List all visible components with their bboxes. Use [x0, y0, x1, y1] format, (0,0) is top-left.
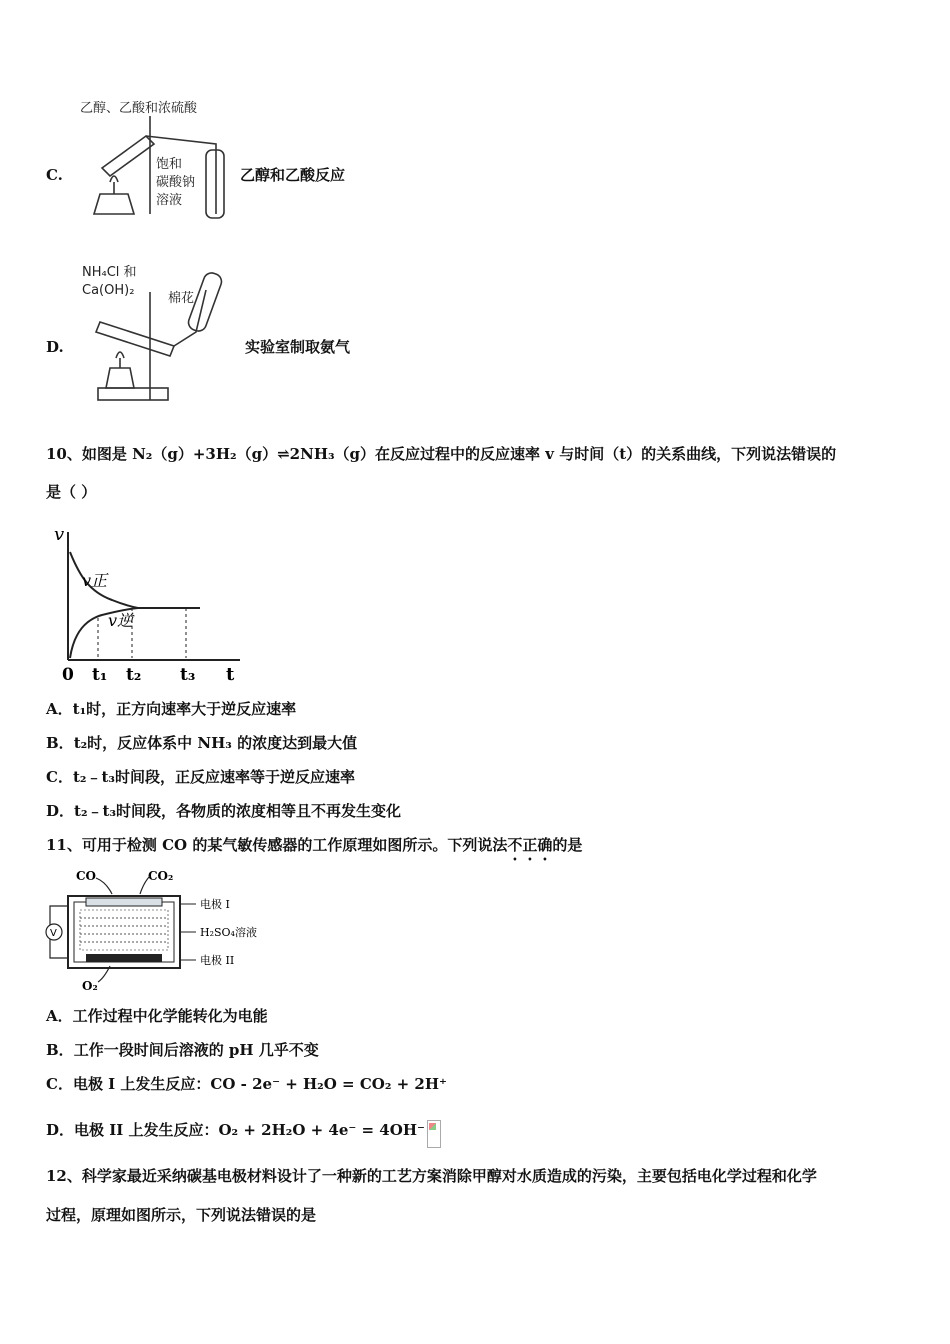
tick-t1: t₁	[92, 665, 108, 685]
q10-stem-line1: 10、如图是 N₂（g）+3H₂（g）⇌2NH₃（g）在反应过程中的反应速率 v 与时间（t）的关系曲线，下列说法错误的	[46, 445, 837, 463]
test-tube-shape	[102, 136, 154, 176]
reagent-label-2: Ca(OH)₂	[82, 283, 135, 298]
option-letter: A．	[46, 700, 73, 718]
reagents-label: 乙醇、乙酸和浓硫酸	[80, 101, 198, 116]
co-arrow	[96, 878, 112, 894]
v-reverse-label: v逆	[108, 611, 134, 630]
electrode-2-label: 电极 II	[200, 954, 235, 967]
v-forward-label: v正	[82, 571, 108, 590]
option-letter: A．	[46, 1007, 73, 1025]
option-text: 电极 I 上发生反应：CO - 2e⁻ + H₂O = CO₂ + 2H⁺	[72, 1075, 447, 1093]
option-letter: D．	[46, 1121, 75, 1139]
option-text: 电极 II 上发生反应：O₂ + 2H₂O + 4e⁻ = 4OH⁻	[74, 1121, 425, 1139]
tick-t3: t₃	[180, 665, 196, 685]
option-c-caption: 乙醇和乙酸反应	[240, 166, 346, 184]
q11-option-b[interactable]	[46, 1040, 319, 1060]
q12-stem-line2: 过程，原理如图所示，下列说法错误的是	[46, 1206, 317, 1224]
solution-label-1: 饱和	[156, 157, 183, 172]
q11-option-a[interactable]	[46, 1006, 268, 1026]
electrode-1-label: 电极 I	[200, 898, 230, 911]
q10-option-b[interactable]	[46, 733, 357, 753]
stem-prefix: 11、可用于检测 CO 的某气敏传感器的工作原理如图所示。下列说法	[46, 836, 508, 854]
q11-option-c[interactable]	[46, 1074, 447, 1094]
q10-option-c[interactable]	[46, 767, 355, 787]
option-letter: D．	[46, 802, 75, 820]
solution-region	[80, 910, 168, 950]
y-axis-label: v	[54, 524, 65, 545]
stem-emphasis: 不正确	[507, 836, 553, 854]
option-text: t₁时，正方向速率大于逆反应速率	[72, 700, 297, 718]
option-d-letter: D.	[46, 338, 64, 356]
option-letter: C．	[46, 768, 73, 786]
burner-shape	[106, 368, 134, 388]
option-d-caption: 实验室制取氨气	[245, 338, 351, 356]
electrode-2-shape	[86, 954, 162, 962]
option-letter: C．	[46, 1075, 73, 1093]
solution-label-2: 碳酸钠	[156, 175, 196, 190]
broken-image-icon	[427, 1120, 441, 1148]
q10-option-a[interactable]	[46, 699, 296, 719]
reagent-label-1: NH₄Cl 和	[82, 265, 137, 280]
o2-label: O₂	[82, 979, 98, 993]
co2-label: CO₂	[148, 869, 174, 883]
q10-stem-line2: 是（ ）	[46, 483, 97, 501]
option-text: 工作过程中化学能转化为电能	[72, 1007, 268, 1025]
solution-label: H₂SO₄溶液	[200, 926, 257, 939]
q10-option-d[interactable]	[46, 801, 401, 821]
option-c-letter: C.	[46, 166, 63, 184]
q11-stem	[46, 835, 582, 864]
option-letter: B．	[46, 1041, 74, 1059]
solution-label-3: 溶液	[156, 193, 183, 208]
flame-shape	[110, 176, 118, 194]
tick-t2: t₂	[126, 665, 142, 685]
stem-suffix: 的是	[552, 836, 583, 854]
rate-time-chart	[50, 522, 250, 688]
option-letter: B．	[46, 734, 74, 752]
co-label: CO	[76, 869, 97, 883]
heated-tube-shape	[96, 322, 174, 356]
option-text: 工作一段时间后溶液的 pH 几乎不变	[73, 1041, 319, 1059]
q12-stem-line1: 12、科学家最近采纳碳基电极材料设计了一种新的工艺方案消除甲醇对水质造成的污染，主要包括电化学过程和化学	[46, 1167, 817, 1185]
option-text: t₂﹣t₃时间段，各物质的浓度相等且不再发生变化	[74, 802, 402, 820]
option-text: t₂时，反应体系中 NH₃ 的浓度达到最大值	[73, 734, 358, 752]
flame-shape	[116, 352, 124, 368]
option-text: t₂﹣t₃时间段，正反应速率等于逆反应速率	[72, 768, 355, 786]
voltmeter-label: V	[50, 928, 57, 939]
ammonia-apparatus-figure	[78, 262, 238, 407]
q11-option-d[interactable]	[46, 1120, 441, 1148]
esterification-apparatus-figure	[76, 96, 236, 226]
receiving-tube-shape	[206, 150, 224, 218]
cell-inner	[74, 902, 174, 962]
electrode-1-shape	[86, 898, 162, 906]
tick-0: 0	[62, 665, 74, 685]
stand-base-shape	[98, 388, 168, 400]
gas-sensor-figure	[40, 866, 280, 994]
alcohol-lamp-shape	[94, 194, 134, 214]
x-axis-label: t	[226, 664, 235, 685]
cotton-label: 棉花	[168, 291, 195, 306]
